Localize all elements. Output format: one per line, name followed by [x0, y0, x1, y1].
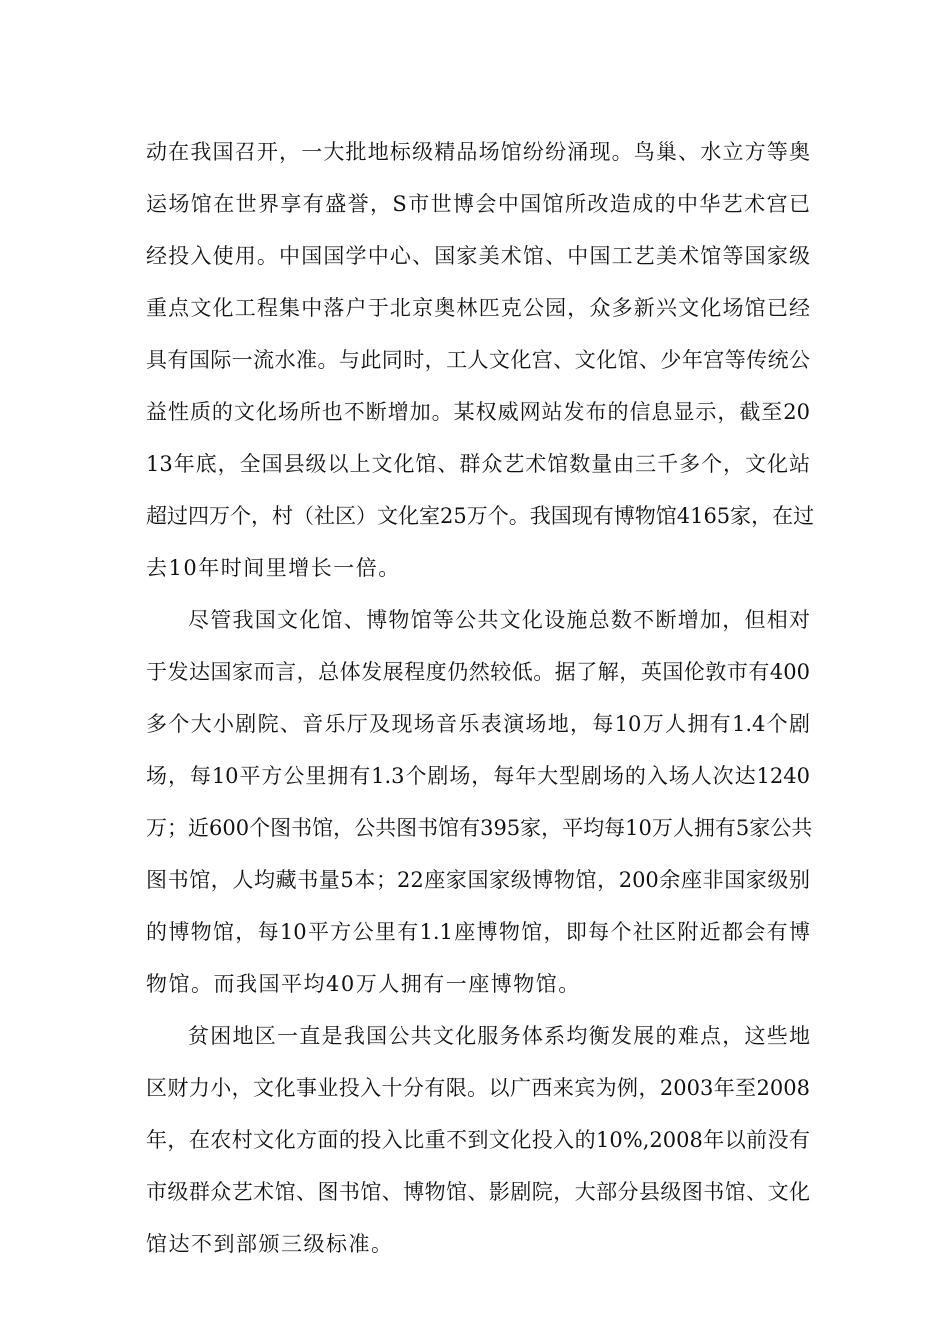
text-line: 多个大小剧院、音乐厅及现场音乐表演场地，每10万人拥有1.4个剧 — [146, 712, 810, 736]
body-text — [146, 126, 815, 1270]
text-line: 尽管我国文化馆、博物馆等公共文化设施总数不断增加，但相对 — [188, 608, 810, 632]
text-line: 市级群众艺术馆、图书馆、博物馆、影剧院，大部分县级图书馆、文化 — [146, 1180, 810, 1204]
text-line: 动在我国召开，一大批地标级精品场馆纷纷涌现。鸟巢、水立方等奥 — [146, 140, 810, 164]
text-line: 经投入使用。中国国学中心、国家美术馆、中国工艺美术馆等国家级 — [146, 244, 810, 268]
text-line: 具有国际一流水准。与此同时，工人文化宫、文化馆、少年宫等传统公 — [146, 348, 810, 372]
text-line: 的博物馆，每10平方公里有1.1座博物馆，即每个社区附近都会有博 — [146, 920, 810, 944]
paragraph-2 — [146, 594, 813, 1010]
text-line: 贫困地区一直是我国公共文化服务体系均衡发展的难点，这些地 — [188, 1024, 810, 1048]
text-line: 图书馆，人均藏书量5本；22座家国家级博物馆，200余座非国家级别 — [146, 868, 810, 892]
text-line: 年，在农村文化方面的投入比重不到文化投入的10%,2008年以前没有 — [146, 1128, 810, 1152]
paragraph-3 — [146, 1010, 810, 1270]
text-line: 万；近600个图书馆，公共图书馆有395家，平均每10万人拥有5家公共 — [146, 816, 813, 840]
paragraph-1 — [146, 126, 815, 594]
text-line: 区财力小，文化事业投入十分有限。以广西来宾为例，2003年至2008 — [146, 1076, 810, 1100]
text-line: 去10年时间里增长一倍。 — [146, 556, 401, 580]
text-line: 于发达国家而言，总体发展程度仍然较低。据了解，英国伦敦市有400 — [146, 660, 810, 684]
text-line: 物馆。而我国平均40万人拥有一座博物馆。 — [146, 972, 581, 996]
text-line: 超过四万个，村（社区）文化室25万个。我国现有博物馆4165家，在过 — [146, 504, 815, 528]
text-line: 13年底，全国县级以上文化馆、群众艺术馆数量由三千多个，文化站 — [146, 452, 810, 476]
text-line: 馆达不到部颁三级标准。 — [146, 1232, 394, 1256]
text-line: 场，每10平方公里拥有1.3个剧场，每年大型剧场的入场人次达1240 — [146, 764, 810, 788]
text-line: 重点文化工程集中落户于北京奥林匹克公园，众多新兴文化场馆已经 — [146, 296, 810, 320]
text-line: 运场馆在世界享有盛誉，S市世博会中国馆所改造成的中华艺术宫已 — [146, 192, 810, 216]
text-line: 益性质的文化场所也不断增加。某权威网站发布的信息显示，截至20 — [146, 400, 810, 424]
